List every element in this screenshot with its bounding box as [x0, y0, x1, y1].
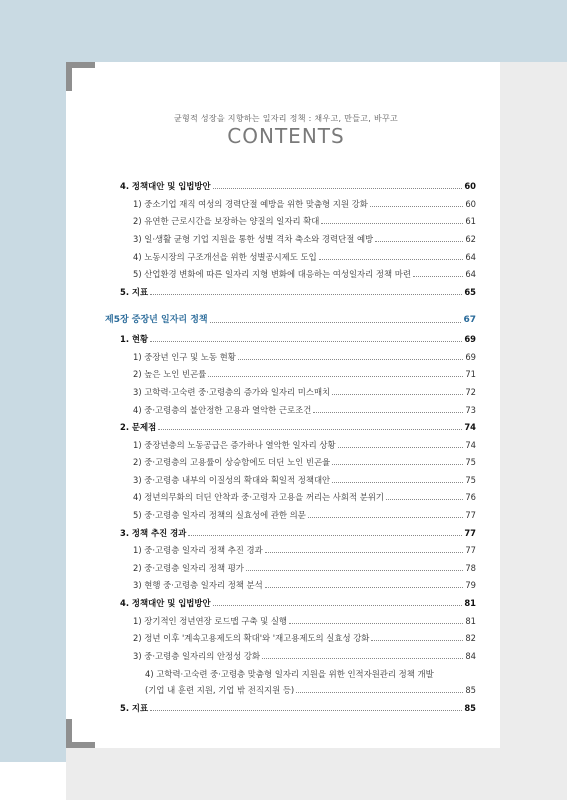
toc-item[interactable]: [133, 544, 476, 556]
toc-page: 62: [465, 234, 476, 244]
toc-text: 5) 산업환경 변화에 따른 일자리 지형 변화에 대응하는 여성일자리 정책 마련: [133, 269, 411, 279]
toc-item[interactable]: [133, 268, 476, 280]
toc-item[interactable]: [133, 632, 476, 644]
toc-section[interactable]: [120, 286, 476, 298]
toc-item-continuation[interactable]: [145, 684, 476, 696]
dot-leader: [370, 206, 464, 207]
toc-text: 제5장 중장년 일자리 정책: [105, 315, 208, 325]
toc-text: 1. 현황: [120, 334, 149, 344]
toc-page: 74: [464, 422, 476, 432]
toc-text: 3) 중·고령층 내부의 이질성의 확대와 획일적 정책대안: [133, 475, 331, 485]
toc-text: 3) 일·생활 균형 기업 지원을 통한 성별 격차 축소와 경력단절 예방: [133, 234, 374, 244]
toc-text: 2) 정년 이후 '계속고용제도의 확대'와 '재고용제도의 실효성 강화: [133, 633, 370, 643]
toc-item[interactable]: [133, 509, 476, 521]
dot-leader: [210, 322, 462, 323]
toc-item[interactable]: [133, 404, 476, 416]
toc-item[interactable]: [133, 368, 476, 380]
toc-page: 60: [465, 199, 476, 209]
toc-item[interactable]: [133, 439, 476, 451]
toc-item[interactable]: [133, 233, 476, 245]
dot-leader: [246, 570, 463, 571]
toc-page: 64: [465, 252, 476, 262]
book-subtitle: 균형적 성장을 지향하는 일자리 정책 : 채우고, 만들고, 바꾸고: [173, 114, 399, 123]
dot-leader: [332, 482, 463, 483]
toc-page: 82: [465, 633, 476, 643]
dot-leader: [213, 605, 463, 606]
toc-text: 3) 고학력·고숙련 중·고령층의 증가와 일자리 미스매치: [133, 387, 331, 397]
toc-text: 5. 지표: [120, 287, 149, 297]
toc-text: 4. 정책대안 및 입법방안: [120, 598, 211, 608]
toc-text: 3) 중·고령층 일자리의 안정성 강화: [133, 651, 261, 661]
dot-leader: [150, 341, 462, 342]
toc-section[interactable]: [120, 597, 476, 609]
toc-text: 1) 중·고령층 일자리 정책 추진 경과: [133, 545, 263, 555]
toc-item[interactable]: [133, 491, 476, 503]
dot-leader: [262, 658, 463, 659]
toc-item[interactable]: [133, 251, 476, 263]
toc-page: 67: [463, 315, 476, 325]
toc-page: 71: [465, 369, 476, 379]
toc-page: 77: [465, 545, 476, 555]
toc-page: 69: [465, 352, 476, 362]
toc-page: 64: [465, 269, 476, 279]
toc-text: 4. 정책대안 및 입법방안: [120, 181, 211, 191]
dot-leader: [265, 587, 464, 588]
toc-page: 77: [464, 528, 476, 538]
toc-page: 81: [464, 598, 476, 608]
toc-text: 1) 중장년층의 노동공급은 증가하나 열악한 일자리 상황: [133, 440, 336, 450]
dot-leader: [289, 623, 463, 624]
dot-leader: [313, 412, 463, 413]
toc-item[interactable]: [133, 650, 476, 662]
toc-section[interactable]: [120, 421, 476, 433]
dot-leader: [319, 259, 464, 260]
toc-text: 4) 노동시장의 구조개선을 위한 성별공시제도 도입: [133, 252, 317, 262]
toc-chapter[interactable]: [105, 314, 476, 326]
dot-leader: [332, 394, 463, 395]
toc-page: 78: [465, 563, 476, 573]
toc-page: 69: [464, 334, 476, 344]
dot-leader: [375, 241, 463, 242]
toc-page: 85: [464, 703, 476, 713]
toc-text: 2) 중·고령층 일자리 정책 평가: [133, 563, 244, 573]
dot-leader: [332, 464, 463, 465]
dot-leader: [338, 447, 464, 448]
toc-text: 1) 중장년 인구 및 노동 현황: [133, 352, 236, 362]
toc-page: 74: [465, 440, 476, 450]
dot-leader: [150, 294, 462, 295]
toc-item[interactable]: [133, 456, 476, 468]
toc-text: (기업 내 훈련 지원, 기업 밖 전직지원 등): [145, 685, 295, 695]
toc-item[interactable]: [133, 615, 476, 627]
toc-text: 5. 지표: [120, 703, 149, 713]
toc-page: 85: [465, 685, 476, 695]
dot-leader: [265, 552, 464, 553]
toc-item[interactable]: [133, 215, 476, 227]
toc-item[interactable]: [133, 351, 476, 363]
toc-text: 1) 장기적인 정년연장 로드맵 구축 및 실행: [133, 616, 288, 626]
dot-leader: [213, 188, 463, 189]
toc-text: 4) 중·고령층의 불안정한 고용과 열악한 근로조건: [133, 405, 312, 415]
toc-page: 75: [465, 457, 476, 467]
toc-item[interactable]: [133, 579, 476, 591]
toc-item-multiline[interactable]: [145, 668, 434, 680]
toc-text: 4) 정년의무화의 더딘 안착과 중·고령자 고용을 꺼리는 사회적 분위기: [133, 492, 384, 502]
toc-page: 81: [465, 616, 476, 626]
dot-leader: [158, 429, 462, 430]
toc-text: 4) 고학력·고숙련 중·고령층 맞춤형 일자리 지원을 위한 인적자원관리 정책 개발: [145, 669, 434, 679]
toc-page: 76: [465, 492, 476, 502]
toc-page: 73: [465, 405, 476, 415]
toc-text: 3. 정책 추진 경과: [120, 528, 187, 538]
toc-item[interactable]: [133, 562, 476, 574]
dot-leader: [188, 535, 462, 536]
toc-page: 75: [465, 475, 476, 485]
toc-section[interactable]: [120, 702, 476, 714]
toc-text: 2) 중·고령층의 고용률이 상승함에도 더딘 노인 빈곤율: [133, 457, 331, 467]
toc-page: 72: [465, 387, 476, 397]
dot-leader: [150, 710, 462, 711]
toc-text: 2) 유연한 근로시간을 보장하는 양질의 일자리 확대: [133, 216, 320, 226]
dot-leader: [296, 692, 463, 693]
toc-text: 2) 높은 노인 빈곤률: [133, 369, 207, 379]
dot-leader: [238, 359, 464, 360]
toc-item[interactable]: [133, 198, 476, 210]
toc-item[interactable]: [133, 386, 476, 398]
toc-page: 77: [465, 510, 476, 520]
contents-heading: CONTENTS: [227, 124, 345, 148]
dot-leader: [308, 517, 463, 518]
toc-text: 5) 중·고령층 일자리 정책의 실효성에 관한 의문: [133, 510, 306, 520]
toc-text: 1) 중소기업 재직 여성의 경력단절 예방을 위한 맞춤형 지원 강화: [133, 199, 368, 209]
toc-page: 79: [465, 580, 476, 590]
dot-leader: [413, 276, 463, 277]
dot-leader: [386, 499, 463, 500]
toc-page: 61: [465, 216, 476, 226]
dot-leader: [371, 640, 463, 641]
toc-section[interactable]: [120, 180, 476, 192]
dot-leader: [208, 376, 463, 377]
dot-leader: [321, 223, 463, 224]
toc-page: 84: [465, 651, 476, 661]
toc-text: 2. 문제점: [120, 422, 157, 432]
toc-section[interactable]: [120, 527, 476, 539]
toc-page: 65: [464, 287, 476, 297]
toc-text: 3) 현행 중·고령층 일자리 정책 분석: [133, 580, 263, 590]
toc-page: 60: [464, 181, 476, 191]
toc-item[interactable]: [133, 474, 476, 486]
toc-section[interactable]: [120, 333, 476, 345]
